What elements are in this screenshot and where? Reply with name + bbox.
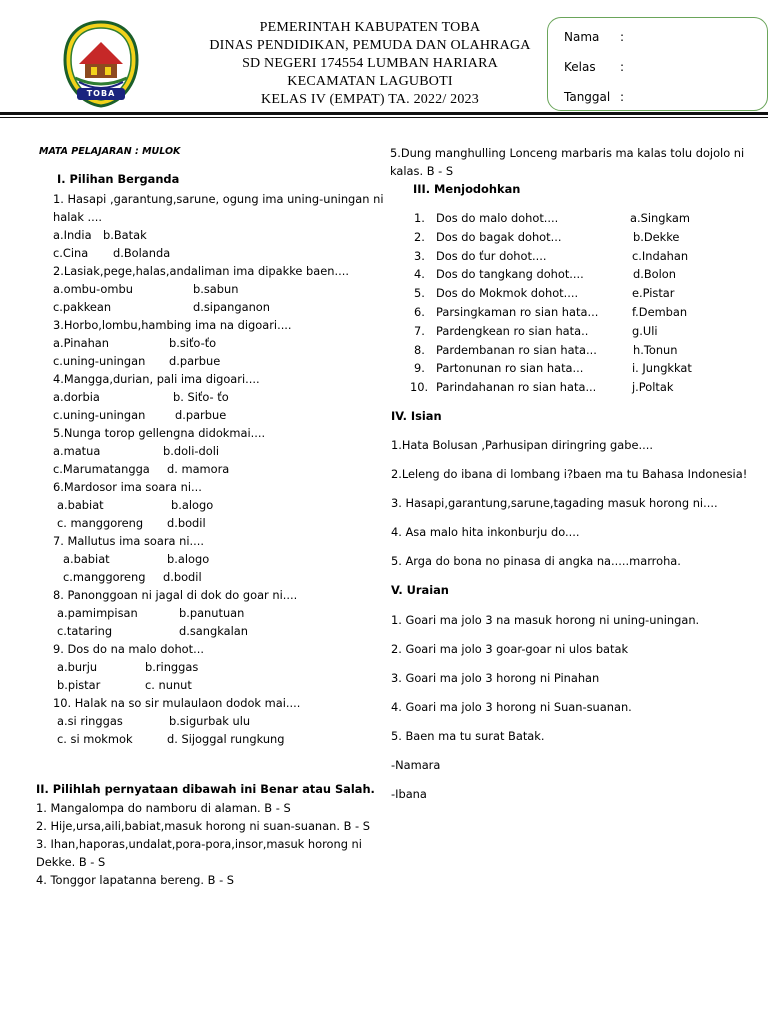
matching-item: 6. Parsingkaman ro sian hata... f.Demban: [414, 304, 688, 319]
essay-5-item: -Ibana: [391, 787, 427, 801]
option: b.sigurbak ulu: [169, 714, 251, 728]
option: c.uning-uningan: [53, 408, 146, 422]
option: a.Pinahan: [53, 336, 110, 350]
identity-date: Tanggal :: [564, 90, 625, 104]
option: c. si mokmok: [57, 732, 133, 746]
essay-3: 3. Goari ma jolo 3 horong ni Pinahan: [391, 671, 600, 685]
matching-item: 1. Dos do malo dohot.... a.Singkam: [414, 211, 690, 225]
subject-label: MATA PELAJARAN : MULOK: [39, 146, 181, 157]
question-6-options: [53, 514, 383, 532]
question-9: 9. Dos do na malo dohot...: [53, 642, 204, 656]
option: a.si ringgas: [57, 714, 123, 728]
letterhead-line: KELAS IV (EMPAT) TA. 2022/ 2023: [261, 92, 479, 107]
question-4-options: [53, 388, 383, 406]
question-7-options: [53, 550, 383, 568]
option: b.sabun: [193, 282, 239, 296]
question-2-options: [53, 280, 383, 298]
option: d.sipanganon: [193, 300, 270, 314]
question-5-options: [53, 442, 383, 460]
section-5-title: V. Uraian: [391, 583, 449, 597]
statement: Dekke. B - S: [36, 855, 106, 869]
statement: 2. Hije,ursa,aili,babiat,masuk horong ni suan-suanan. B - S: [36, 819, 370, 833]
question-7: 7. Mallutus ima soara ni....: [53, 534, 204, 548]
question-10: 10. Halak na so sir mulaulaon dodok mai....: [53, 696, 301, 710]
option: c.pakkean: [53, 300, 112, 314]
question-5-options: [53, 460, 383, 478]
option: c. nunut: [145, 678, 192, 692]
section-3-title: III. Menjodohkan: [413, 182, 521, 196]
question-8: 8. Panonggoan ni jagal di dok do goar ni....: [53, 588, 298, 602]
option: c.tataring: [57, 624, 113, 638]
identity-name: Nama :: [564, 30, 625, 44]
option: d.parbue: [175, 408, 227, 422]
question-3: 3.Horbo,lombu,hambing ima na digoari....: [53, 318, 292, 332]
option: b.Batak: [103, 228, 147, 242]
question-5: 5.Nunga torop gellengna didokmai....: [53, 426, 266, 440]
essay-5: 5. Baen ma tu surat Batak.: [391, 729, 545, 743]
section-4-title: IV. Isian: [391, 409, 442, 423]
question-1-cont: halak ....: [53, 210, 103, 224]
matching-item: 4. Dos do tangkang dohot.... d.Bolon: [414, 267, 676, 282]
question-10-options: [53, 712, 383, 730]
question-6-options: [53, 496, 383, 514]
question-2-options: [53, 298, 383, 316]
option: d.bodil: [163, 570, 202, 584]
fill-in-2: 2.Leleng do ibana di lombang i?baen ma tu Bahasa Indonesia!: [391, 467, 748, 481]
option: a.matua: [53, 444, 101, 458]
essay-1: 1. Goari ma jolo 3 na masuk horong ni uning-uningan.: [391, 613, 700, 627]
question-1-options: [53, 244, 383, 262]
question-4-options: [53, 406, 383, 424]
header-rule-thin: [0, 117, 768, 118]
option: c.Marumatangga: [53, 462, 150, 476]
question-9-options: [53, 676, 383, 694]
option: c.manggoreng: [63, 570, 146, 584]
matching-item: 3. Dos do ťur dohot.... c.Indahan: [414, 248, 689, 263]
option: b. Siťo- ťo: [173, 390, 229, 404]
option: d.Bolanda: [113, 246, 171, 260]
matching-item: 7. Pardengkean ro sian hata.. g.Uli: [414, 323, 658, 338]
question-2: 2.Lasiak,pege,halas,andaliman ima dipakke baen....: [53, 264, 349, 278]
logo-text: TOBA: [86, 89, 116, 98]
matching-item: 10. Parindahanan ro sian hata... j.Poltak: [410, 380, 674, 395]
option: a.India: [53, 228, 92, 242]
header-rule: [0, 112, 768, 115]
matching-item: 8. Pardembanan ro sian hata... h.Tonun: [414, 342, 678, 357]
option: d. Sijoggal rungkung: [167, 732, 285, 746]
essay-5-item: -Namara: [391, 758, 441, 772]
option: b.panutuan: [179, 606, 245, 620]
question-1-options: [53, 226, 383, 244]
statement-5-cont: kalas. B - S: [390, 164, 454, 178]
matching-item: 2. Dos do bagak dohot... b.Dekke: [414, 229, 680, 244]
fill-in-1: 1.Hata Bolusan ,Parhusipan diringring gabe....: [391, 438, 653, 452]
matching-item: 5. Dos do Mokmok dohot.... e.Pistar: [414, 286, 675, 301]
option: c.Cina: [53, 246, 89, 260]
statement-5: 5.Dung manghulling Lonceng marbaris ma kalas tolu dojolo ni: [390, 146, 745, 160]
letterhead-line: KECAMATAN LAGUBOTI: [287, 74, 453, 89]
fill-in-4: 4. Asa malo hita inkonburju do....: [391, 525, 580, 539]
question-8-options: [53, 622, 383, 640]
fill-in-5: 5. Arga do bona no pinasa di angka na.....marroha.: [391, 554, 681, 568]
option: c. manggoreng: [57, 516, 144, 530]
statement: 1. Mangalompa do namboru di alaman. B - S: [36, 801, 291, 815]
essay-4: 4. Goari ma jolo 3 horong ni Suan-suanan.: [391, 700, 632, 714]
school-logo: [61, 20, 141, 108]
option: a.ombu-ombu: [53, 282, 133, 296]
option: b.siťo-ťo: [169, 336, 217, 350]
option: d.bodil: [167, 516, 206, 530]
letterhead-line: SD NEGERI 174554 LUMBAN HARIARA: [242, 56, 498, 71]
option: b.doli-doli: [163, 444, 220, 458]
option: a.burju: [57, 660, 98, 674]
option: a.pamimpisan: [57, 606, 138, 620]
option: b.ringgas: [145, 660, 199, 674]
statement: 4. Tonggor lapatanna bereng. B - S: [36, 873, 235, 887]
essay-2: 2. Goari ma jolo 3 goar-goar ni ulos batak: [391, 642, 629, 656]
question-10-options: [53, 730, 383, 748]
section-1-title: I. Pilihan Berganda: [57, 172, 180, 186]
question-1: 1. Hasapi ,garantung,sarune, ogung ima uning-uningan ni: [53, 192, 384, 206]
question-3-options: [53, 334, 383, 352]
option: b.alogo: [171, 498, 214, 512]
option: b.alogo: [167, 552, 210, 566]
question-8-options: [53, 604, 383, 622]
option: d.parbue: [169, 354, 221, 368]
question-3-options: [53, 352, 383, 370]
letterhead: [150, 19, 590, 109]
option: a.dorbia: [53, 390, 100, 404]
section-2-title: II. Pilihlah pernyataan dibawah ini Benar atau Salah.: [36, 782, 375, 796]
fill-in-3: 3. Hasapi,garantung,sarune,tagading masuk horong ni....: [391, 496, 718, 510]
letterhead-line: PEMERINTAH KABUPATEN TOBA: [259, 20, 481, 35]
option: b.pistar: [57, 678, 101, 692]
section-2-statements: [36, 799, 381, 889]
option: c.uning-uningan: [53, 354, 146, 368]
question-9-options: [53, 658, 383, 676]
student-identity-box: [547, 17, 768, 111]
letterhead-line: DINAS PENDIDIKAN, PEMUDA DAN OLAHRAGA: [209, 38, 531, 53]
question-6: 6.Mardosor ima soara ni...: [53, 480, 202, 494]
option: d.sangkalan: [179, 624, 248, 638]
statement: 3. Ihan,haporas,undalat,pora-pora,insor,masuk horong ni: [36, 837, 362, 851]
option: a.babiat: [57, 498, 104, 512]
section-2-continued: [390, 144, 760, 180]
option: a.babiat: [63, 552, 110, 566]
question-7-options: [53, 568, 383, 586]
identity-class: Kelas :: [564, 60, 625, 74]
question-4: 4.Mangga,durian, pali ima digoari....: [53, 372, 260, 386]
option: d. mamora: [167, 462, 230, 476]
matching-list: [410, 209, 754, 397]
section-1-questions: [53, 190, 383, 748]
matching-item: 9. Partonunan ro sian hata... i. Jungkkat: [414, 361, 692, 376]
